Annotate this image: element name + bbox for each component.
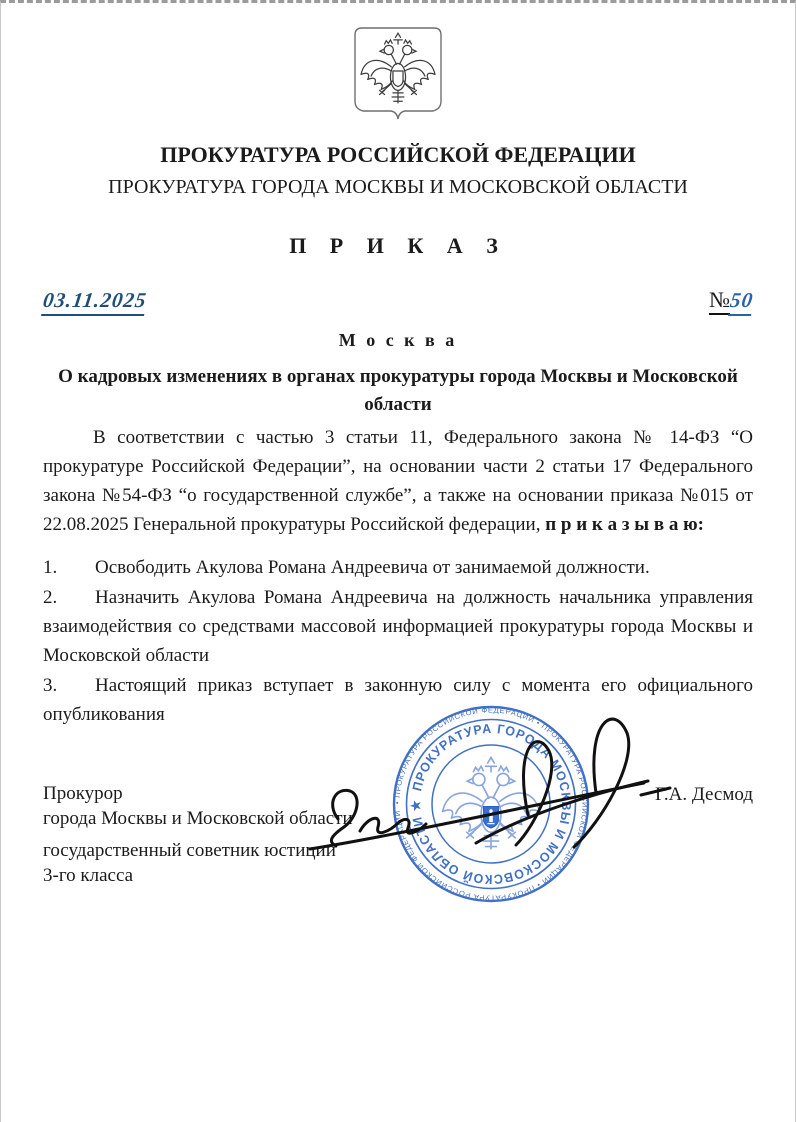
document-title: О кадровых изменениях в органах прокуратуры города Москвы и Московской области [58, 366, 738, 415]
org-name-sub: ПРОКУРАТУРА ГОРОДА МОСКВЫ И МОСКОВСКОЙ ОБЛАСТИ [108, 176, 688, 198]
number-sign: № [709, 287, 730, 315]
order-item-2 [43, 583, 753, 670]
intro-text: В соответствии с частью 3 статьи 11, Федерального закона № 14-ФЗ “О прокуратуре Российской Федерации”, на основании части 2 статьи 17 Федерального закона №54-ФЗ “о государственной службе”, а также на основании приказа №015 от 22.08.2025 Генеральной прокуратуры Российской федерации, [43, 427, 753, 535]
item-number: 3. [43, 675, 58, 696]
item-text: Освободить Акулова Романа Андреевича от занимаемой должности. [95, 557, 650, 578]
intro-paragraph [43, 423, 753, 539]
number-value: 50 [728, 288, 755, 316]
city-line: М о с к в а [338, 330, 458, 350]
item-text: Назначить Акулова Романа Андреевича на должность начальника управления взаимодействия со средствами массовой информацией прокуратуры города Москвы и Московской области [43, 587, 753, 666]
date-number-row [43, 287, 753, 316]
document-date: 03.11.2025 [41, 288, 148, 316]
item-number: 2. [43, 587, 58, 608]
position-line-2: города Москвы и Московской области [43, 808, 353, 829]
handwritten-signature [296, 691, 686, 876]
stamp-ring-text: ПРОКУРАТУРА ГОРОДА МОСКВЫ И МОСКОВСКОЙ ОБЛАСТИ ★ [407, 720, 575, 888]
item-text: Настоящий приказ вступает в законную силу с момента его официального опубликования [43, 675, 753, 725]
stamp-outer-ring-text: • ПРОКУРАТУРА РОССИЙСКОЙ ФЕДЕРАЦИИ • ПРОКУРАТУРА РОССИЙСКОЙ ФЕДЕРАЦИИ • ПРОКУРАТУРА РОССИЙСКОЙ ФЕДЕРАЦИИ [394, 707, 588, 901]
header-emblem-block [43, 25, 753, 128]
rank-line-1: государственный советник юстиции [43, 840, 336, 861]
document-type-heading: П Р И К А З [289, 233, 507, 258]
position-line-1: Прокурор [43, 783, 123, 804]
command-word: п р и к а з ы в а ю: [545, 514, 704, 535]
order-item-1 [43, 553, 753, 582]
rank-line-2: 3-го класса [43, 865, 134, 886]
coat-of-arms-icon [348, 25, 448, 123]
org-name-main: ПРОКУРАТУРА РОССИЙСКОЙ ФЕДЕРАЦИИ [160, 142, 636, 167]
document-number [709, 287, 753, 316]
item-number: 1. [43, 557, 58, 578]
signer-name: Г.А. Десмод [655, 784, 753, 805]
